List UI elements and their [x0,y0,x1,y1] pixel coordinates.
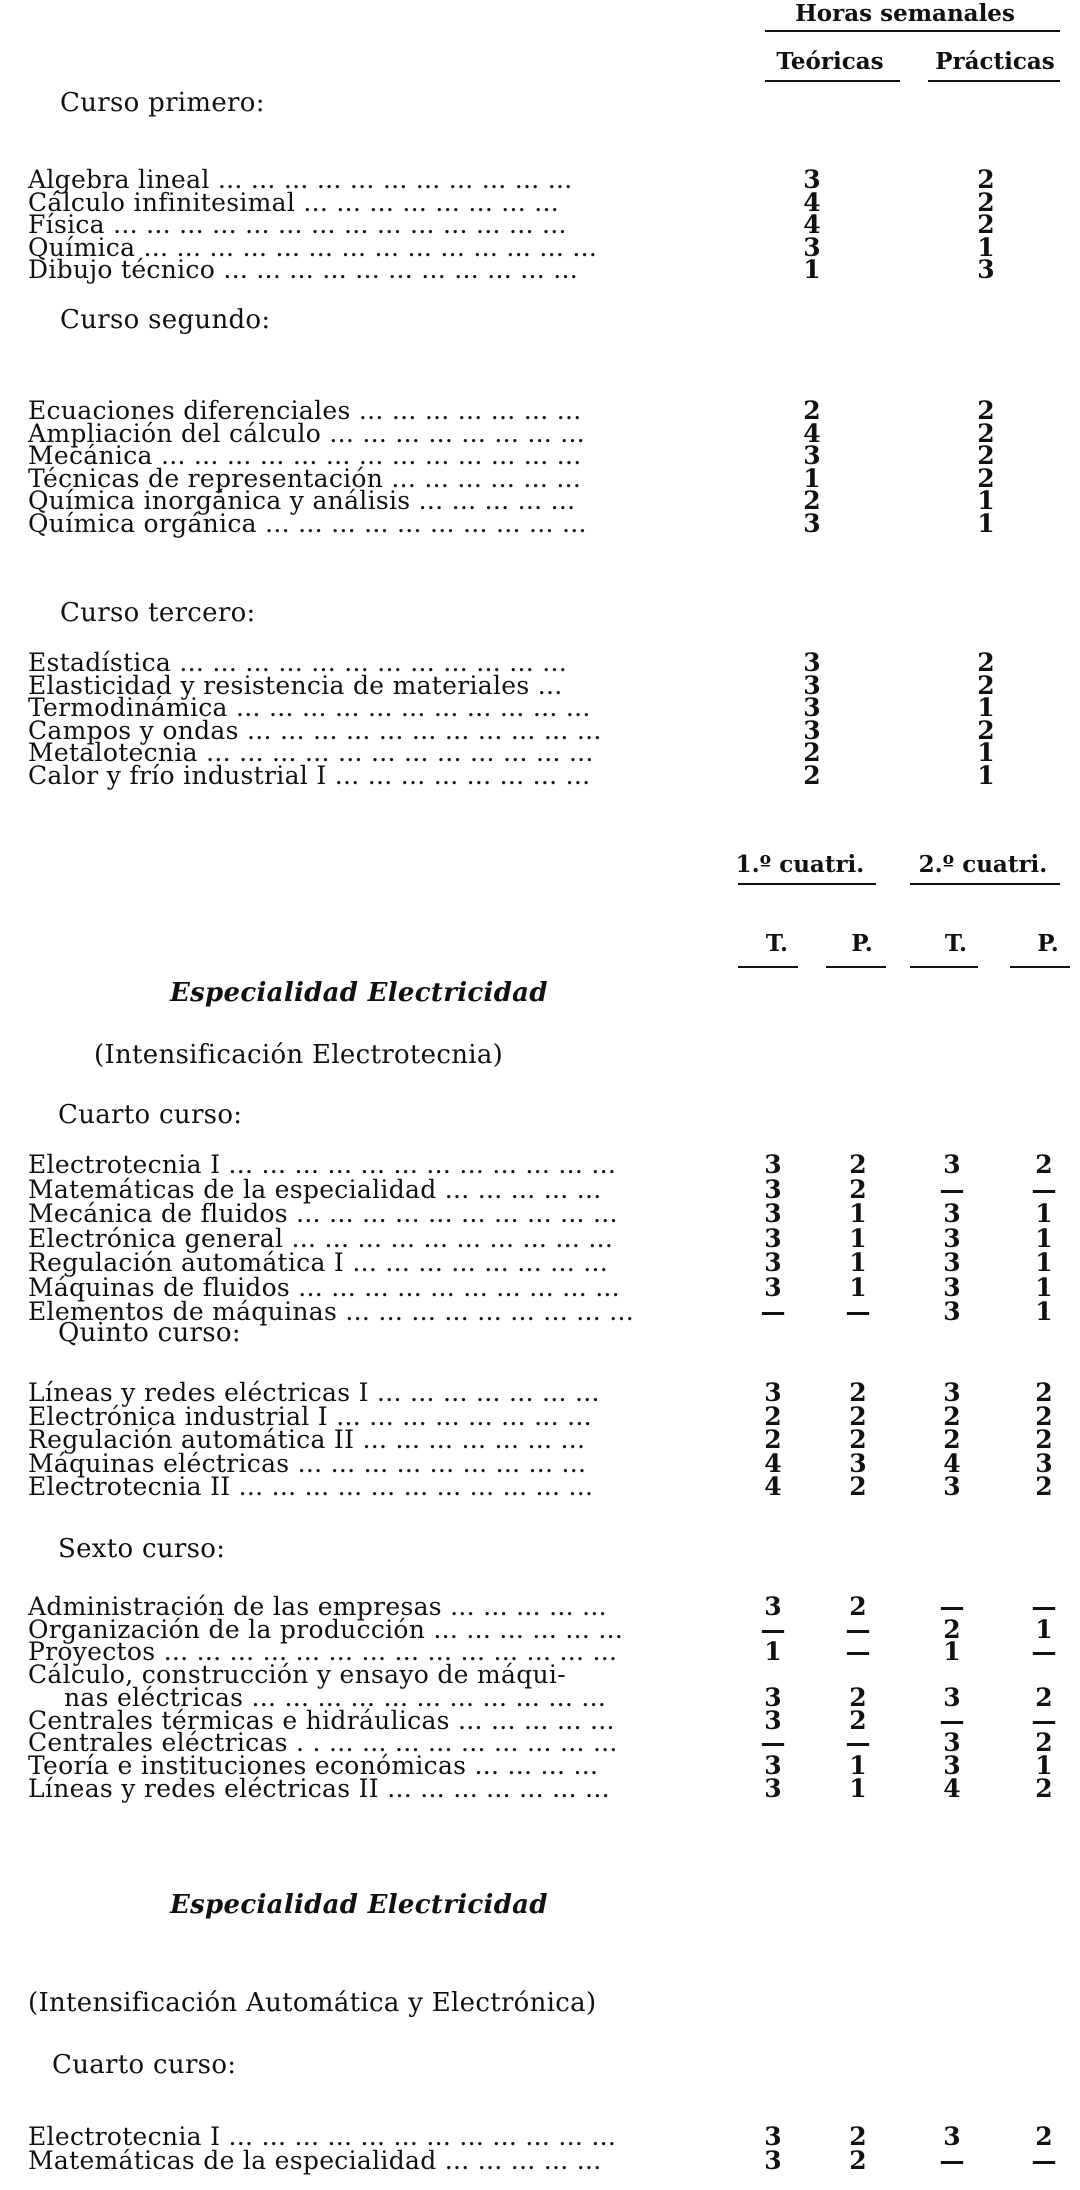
subject-label: Cálculo, construcción y ensayo de máqui- [28,1660,566,1690]
header-teoricas: Teóricas [776,48,884,75]
hours-practicas: 1 [977,693,995,722]
hours-cuatri-1-p: 1 [849,1199,867,1228]
hours-cuatri-2-p: — [1031,1174,1057,1204]
header-rule-top [765,30,1060,32]
hours-cuatri-1-p: 2 [849,2122,867,2151]
hours-cuatri-2-t: 2 [943,1425,961,1454]
hours-cuatri-1-t: — [760,1728,786,1758]
hours-practicas: 1 [977,760,995,790]
header-horas-semanales: Horas semanales [795,0,1015,27]
subject-label: Centrales eléctricas . . ... ... ... ... ... ... ... ... ... [28,1728,618,1758]
hours-cuatri-1-p: 3 [849,1448,867,1478]
subject-label: Mecánica de fluidos ... ... ... ... ... ... ... ... ... ... [28,1199,618,1228]
hours-cuatri-2-p: 1 [1035,1297,1053,1326]
hours-cuatri-1-p: 2 [849,1174,867,1204]
hours-cuatri-1-t: 3 [764,1750,782,1780]
hours-cuatri-2-p: — [1031,1637,1057,1667]
hours-practicas: 1 [977,738,995,767]
esp1-subtitle: (Intensificación Electrotecnia) [94,1040,504,1070]
hours-cuatri-2-t: 3 [943,1728,961,1758]
hours-cuatri-2-p: 1 [1035,1223,1053,1253]
subject-label: Electrotecnia I ... ... ... ... ... ... ... ... ... ... ... ... [28,1150,617,1179]
hours-cuatri-1-p: 1 [849,1248,867,1277]
hours-cuatri-2-p: 2 [1035,1728,1053,1758]
hours-cuatri-1-p: 2 [849,1378,867,1407]
cuarto_1-title: Cuarto curso: [58,1100,243,1130]
subject-label: Química ... ... ... ... ... ... ... ... ... ... ... ... ... ... [28,232,598,262]
subject-label: Electrotecnia II ... ... ... ... ... ... ... ... ... ... ... [28,1472,594,1501]
subject-label: Estadística ... ... ... ... ... ... ... ... ... ... ... ... [28,648,567,677]
curso_segundo-title: Curso segundo: [60,305,271,335]
header-t-col-3: T. [944,930,968,957]
hours-cuatri-2-p: 2 [1035,2122,1053,2151]
hours-cuatri-2-t: 4 [943,1773,961,1803]
subject-label: Regulación automática I ... ... ... ... ... ... ... ... [28,1248,609,1277]
subject-label: Matemáticas de la especialidad ... ... ... ... ... [28,1174,602,1204]
hours-practicas: 3 [977,255,995,284]
hours-cuatri-2-p: — [1031,1592,1057,1621]
hours-cuatri-1-t: 3 [764,1272,782,1302]
hours-cuatri-2-t: 3 [943,1297,961,1326]
hours-cuatri-1-p: 1 [849,1750,867,1780]
hours-practicas: 2 [977,187,995,217]
subject-label: nas eléctricas ... ... ... ... ... ... ... ... ... ... ... [64,1682,607,1712]
header-cuatri-2: 2.º cuatri. [918,851,1048,878]
header-p-col-2: P. [851,930,873,957]
hours-cuatri-1-t: — [760,1297,786,1326]
hours-practicas: 1 [977,232,995,262]
header-rule-cuatri-2 [910,883,1060,885]
hours-practicas: 1 [977,486,995,515]
subject-label: Calor y frío industrial I ... ... ... ... ... ... ... ... [28,760,591,790]
hours-cuatri-2-t: 3 [943,1272,961,1302]
hours-teoricas: 3 [803,441,821,470]
hours-cuatri-1-p: 1 [849,1272,867,1302]
hours-teoricas: 3 [803,715,821,745]
header-cuatri-1: 1.º cuatri. [735,851,865,878]
subject-label: Electrotecnia I ... ... ... ... ... ... ... ... ... ... ... ... [28,2122,617,2151]
hours-teoricas: 2 [803,486,821,515]
hours-cuatri-2-p: 1 [1035,1272,1053,1302]
header-rule-tp-1 [738,966,798,968]
subject-label: Proyectos ... ... ... ... ... ... ... ... ... ... ... ... ... ... [28,1637,618,1667]
subject-label: Campos y ondas ... ... ... ... ... ... ... ... ... ... ... [28,715,602,745]
hours-teoricas: 3 [803,670,821,700]
hours-cuatri-1-t: 3 [764,1682,782,1712]
hours-cuatri-2-t: — [939,1705,965,1735]
subject-label: Matemáticas de la especialidad ... ... ... ... ... [28,2145,602,2175]
subject-label: Teoría e instituciones económicas ... ... ... ... [28,1750,599,1780]
subject-label: Elementos de máquinas ... ... ... ... ... ... ... ... ... [28,1297,634,1326]
hours-cuatri-1-p: — [845,1297,871,1326]
subject-label: Administración de las empresas ... ... ... ... ... [28,1592,607,1621]
subject-label: Regulación automática II ... ... ... ... ... ... ... [28,1425,586,1454]
hours-cuatri-2-p: — [1031,2145,1057,2175]
hours-teoricas: 1 [803,463,821,493]
hours-cuatri-2-p: 1 [1035,1248,1053,1277]
hours-teoricas: 4 [803,210,821,239]
hours-cuatri-2-t: 2 [943,1401,961,1431]
hours-cuatri-2-t: 2 [943,1614,961,1644]
hours-cuatri-2-t: — [939,2145,965,2175]
hours-cuatri-1-t: 3 [764,1592,782,1621]
subject-label: Ecuaciones diferenciales ... ... ... ... ... ... ... [28,396,582,425]
hours-practicas: 2 [977,210,995,239]
hours-cuatri-1-p: — [845,1728,871,1758]
curso_tercero-title: Curso tercero: [60,598,256,628]
hours-cuatri-2-t: 3 [943,1248,961,1277]
subject-label: Física ... ... ... ... ... ... ... ... ... ... ... ... ... ... [28,210,567,239]
subject-label: Técnicas de representación ... ... ... ... ... ... [28,463,582,493]
hours-cuatri-1-t: 3 [764,1174,782,1204]
hours-teoricas: 3 [803,232,821,262]
hours-cuatri-2-p: 2 [1035,1378,1053,1407]
hours-cuatri-1-t: 3 [764,1223,782,1253]
hours-cuatri-2-t: — [939,1174,965,1204]
hours-cuatri-2-p: 2 [1035,1773,1053,1803]
hours-cuatri-1-p: — [845,1614,871,1644]
hours-cuatri-2-p: 2 [1035,1682,1053,1712]
hours-cuatri-1-t: 3 [764,2145,782,2175]
hours-cuatri-2-p: 2 [1035,1472,1053,1501]
hours-cuatri-2-p: — [1031,1705,1057,1735]
subject-label: Dibujo técnico ... ... ... ... ... ... ... ... ... ... ... [28,255,578,284]
header-rule-tp-2 [826,966,886,968]
subject-label: Centrales térmicas e hidráulicas ... ... ... ... ... [28,1705,615,1735]
header-rule-tp-3 [910,966,978,968]
subject-label: Electrónica general ... ... ... ... ... ... ... ... ... ... [28,1223,614,1253]
hours-cuatri-1-t: 3 [764,1705,782,1735]
subject-label: Líneas y redes eléctricas II ... ... ... ... ... ... ... [28,1773,610,1803]
hours-teoricas: 3 [803,693,821,722]
hours-cuatri-1-p: 2 [849,1592,867,1621]
hours-cuatri-1-t: 1 [764,1637,782,1667]
subject-label: Elasticidad y resistencia de materiales ... [28,670,563,700]
hours-practicas: 2 [977,648,995,677]
hours-cuatri-2-t: 3 [943,1199,961,1228]
subject-label: Química inorgánica y análisis ... ... ... ... ... [28,486,576,515]
hours-cuatri-1-t: 3 [764,1150,782,1179]
hours-teoricas: 4 [803,418,821,448]
hours-cuatri-2-p: 3 [1035,1448,1053,1478]
hours-cuatri-1-p: 1 [849,1773,867,1803]
hours-teoricas: 3 [803,648,821,677]
header-rule-teoricas [765,80,900,82]
hours-practicas: 2 [977,670,995,700]
header-t-col-1: T. [765,930,789,957]
hours-cuatri-1-p: 2 [849,1472,867,1501]
hours-cuatri-2-t: 1 [943,1637,961,1667]
hours-teoricas: 2 [803,738,821,767]
hours-cuatri-1-t: 4 [764,1448,782,1478]
esp2-title: Especialidad Electricidad [170,1890,548,1920]
hours-practicas: 2 [977,418,995,448]
hours-cuatri-1-t: 2 [764,1401,782,1431]
hours-practicas: 1 [977,508,995,538]
subject-label: Electrónica industrial I ... ... ... ... ... ... ... ... [28,1401,592,1431]
subject-label: Ampliación del cálculo ... ... ... ... ... ... ... ... [28,418,586,448]
hours-cuatri-1-t: 2 [764,1425,782,1454]
hours-cuatri-1-t: — [760,1614,786,1644]
hours-cuatri-2-t: 3 [943,1150,961,1179]
hours-cuatri-2-t: 3 [943,1682,961,1712]
hours-cuatri-1-t: 3 [764,1773,782,1803]
subject-label: Química orgánica ... ... ... ... ... ... ... ... ... ... [28,508,587,538]
hours-cuatri-1-t: 4 [764,1472,782,1501]
subject-label: Cálculo infinitesimal ... ... ... ... ... ... ... ... [28,187,560,217]
subject-label: Máquinas de fluidos ... ... ... ... ... ... ... ... ... ... [28,1272,620,1302]
hours-practicas: 2 [977,396,995,425]
quinto-title: Quinto curso: [58,1318,241,1348]
header-rule-cuatri-1 [738,883,876,885]
hours-cuatri-1-t: 3 [764,1378,782,1407]
header-rule-tp-4 [1010,966,1070,968]
subject-label: Líneas y redes eléctricas I ... ... ... ... ... ... ... [28,1378,600,1407]
hours-cuatri-2-p: 2 [1035,1150,1053,1179]
hours-cuatri-2-p: 1 [1035,1614,1053,1644]
subject-label: Organización de la producción ... ... ... ... ... ... [28,1614,624,1644]
hours-cuatri-2-t: 3 [943,1750,961,1780]
subject-label: Máquinas eléctricas ... ... ... ... ... ... ... ... ... [28,1448,587,1478]
hours-cuatri-1-p: — [845,1637,871,1667]
hours-cuatri-1-t: 3 [764,1248,782,1277]
hours-cuatri-1-p: 1 [849,1223,867,1253]
hours-teoricas: 2 [803,760,821,790]
hours-cuatri-1-p: 2 [849,2145,867,2175]
cuarto_2-title: Cuarto curso: [52,2050,237,2080]
subject-label: Metalotecnia ... ... ... ... ... ... ... ... ... ... ... ... [28,738,594,767]
hours-cuatri-2-t: 4 [943,1448,961,1478]
hours-cuatri-1-p: 2 [849,1401,867,1431]
header-rule-practicas [928,80,1060,82]
hours-cuatri-2-p: 1 [1035,1750,1053,1780]
subject-label: Algebra lineal ... ... ... ... ... ... ... ... ... ... ... [28,165,573,194]
hours-cuatri-2-p: 2 [1035,1401,1053,1431]
hours-cuatri-2-t: — [939,1592,965,1621]
hours-cuatri-2-t: 3 [943,1223,961,1253]
hours-cuatri-2-t: 3 [943,1472,961,1501]
hours-teoricas: 2 [803,396,821,425]
hours-cuatri-2-t: 3 [943,2122,961,2151]
hours-practicas: 2 [977,463,995,493]
subject-label: Mecánica ... ... ... ... ... ... ... ... ... ... ... ... ... [28,441,582,470]
hours-teoricas: 3 [803,508,821,538]
hours-teoricas: 3 [803,165,821,194]
hours-cuatri-1-p: 2 [849,1425,867,1454]
hours-practicas: 2 [977,165,995,194]
hours-cuatri-2-t: 3 [943,1378,961,1407]
esp2-subtitle: (Intensificación Automática y Electrónica) [28,1988,597,2018]
hours-teoricas: 4 [803,187,821,217]
hours-cuatri-1-t: 3 [764,1199,782,1228]
hours-cuatri-2-p: 2 [1035,1425,1053,1454]
hours-cuatri-1-t: 3 [764,2122,782,2151]
esp1-title: Especialidad Electricidad [170,978,548,1008]
hours-cuatri-1-p: 2 [849,1150,867,1179]
hours-practicas: 2 [977,441,995,470]
sexto-title: Sexto curso: [58,1534,226,1564]
header-practicas: Prácticas [935,48,1055,75]
hours-cuatri-1-p: 2 [849,1705,867,1735]
hours-cuatri-1-p: 2 [849,1682,867,1712]
hours-practicas: 2 [977,715,995,745]
subject-label: Termodinámica ... ... ... ... ... ... ... ... ... ... ... [28,693,591,722]
hours-cuatri-2-p: 1 [1035,1199,1053,1228]
curso_primero-title: Curso primero: [60,88,265,118]
header-p-col-4: P. [1037,930,1059,957]
hours-teoricas: 1 [803,255,821,284]
